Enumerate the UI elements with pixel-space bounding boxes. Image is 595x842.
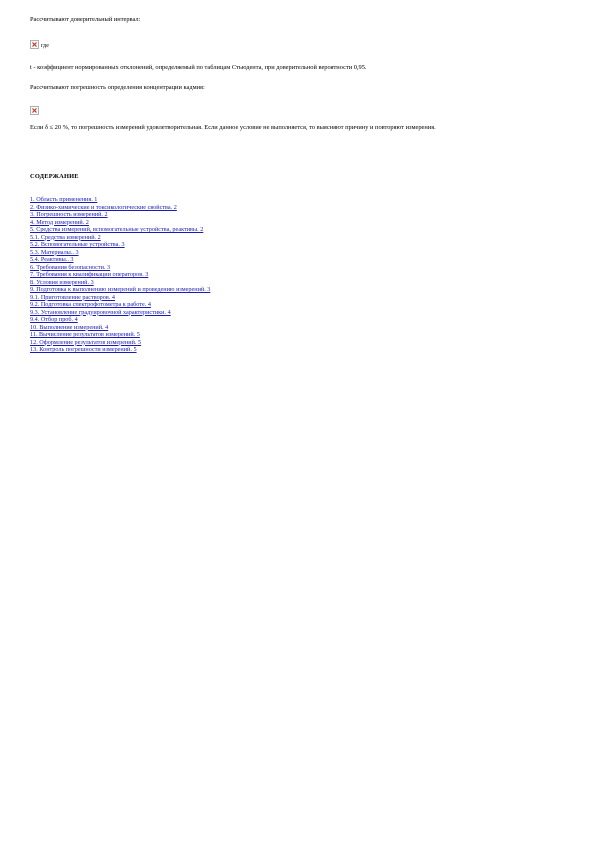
toc-item (30, 264, 210, 272)
formula-image-row-1 (30, 40, 49, 49)
toc-item (30, 331, 210, 339)
toc-link[interactable]: 9.2. Подготовка спектрофотометра к работе. 4 (30, 301, 151, 308)
toc-item (30, 316, 210, 324)
toc-item (30, 256, 210, 264)
toc-item (30, 196, 210, 204)
toc-link[interactable]: 5.2. Вспомогательные устройства. 3 (30, 241, 125, 248)
broken-image-icon (30, 40, 39, 49)
toc-item (30, 204, 210, 212)
toc-link[interactable]: 9.4. Отбор проб. 4 (30, 316, 78, 323)
toc-link[interactable]: 2. Физико-химические и токсикологические свойства. 2 (30, 203, 177, 211)
toc-link[interactable]: 7. Требования к квалификации операторов. 3 (30, 271, 149, 278)
toc-item (30, 241, 210, 249)
paragraph-error-calc: Рассчитывают погрешность определения концентрации кадмия: (30, 84, 205, 91)
toc-item (30, 271, 210, 279)
toc-item (30, 339, 210, 347)
toc-link[interactable]: 13. Контроль погрешности измерений. 5 (30, 346, 137, 353)
toc-item (30, 226, 210, 234)
toc-item (30, 346, 210, 354)
toc-item (30, 286, 210, 294)
toc-item (30, 294, 210, 302)
toc-item (30, 309, 210, 317)
paragraph-error-condition: Если δ ≤ 20 %, то погрешность измерений удовлетворительная. Если данное условие не выполняется, то выясняют причину и повторяют измерения. (30, 124, 436, 131)
toc-link[interactable]: 9.3. Установление градуировочной характеристики. 4 (30, 308, 171, 316)
toc-item (30, 234, 210, 242)
toc-link[interactable]: 4. Метод измерений. 2 (30, 218, 89, 226)
toc-link[interactable]: 11. Вычисление результатов измерений. 5 (30, 331, 140, 338)
toc-link[interactable]: 10. Выполнение измерений. 4 (30, 323, 109, 331)
toc-link[interactable]: 5.4. Реактивы.. 3 (30, 256, 74, 263)
paragraph-confidence-interval: Рассчитывают доверительный интервал: (30, 16, 141, 23)
toc-link[interactable]: 12. Оформление результатов измерений. 5 (30, 338, 142, 346)
toc-item (30, 324, 210, 332)
toc-link[interactable]: 1. Область применения. 1 (30, 196, 98, 203)
toc-link[interactable]: 5.1. Средства измерений. 2 (30, 233, 101, 241)
table-of-contents (30, 196, 210, 354)
toc-item (30, 219, 210, 227)
toc-item (30, 279, 210, 287)
toc-item (30, 211, 210, 219)
toc-link[interactable]: 5.3. Материалы.. 3 (30, 248, 79, 256)
toc-link[interactable]: 8. Условия измерений. 3 (30, 278, 94, 286)
toc-link[interactable]: 9. Подготовка к выполнению измерений и проведению измерений. 3 (30, 286, 211, 293)
toc-heading: СОДЕРЖАНИЕ (30, 173, 79, 180)
formula-image-row-2 (30, 101, 39, 119)
toc-item (30, 249, 210, 257)
toc-item (30, 301, 210, 309)
broken-image-icon (30, 106, 39, 115)
toc-link[interactable]: 3. Погрешность измерений. 2 (30, 211, 108, 218)
formula-suffix-text: гдe (41, 43, 49, 49)
toc-link[interactable]: 9.1. Приготовление растворов. 4 (30, 293, 115, 301)
paragraph-t-coefficient: t - коэффициент нормированных отклонений, определяемый по таблицам Стьюдента, при доверительной вероятности 0,95. (30, 64, 367, 71)
toc-link[interactable]: 5. Средства измерений, вспомогательные устройства, реактивы. 2 (30, 226, 204, 233)
toc-link[interactable]: 6. Требования безопасности. 3 (30, 263, 111, 271)
